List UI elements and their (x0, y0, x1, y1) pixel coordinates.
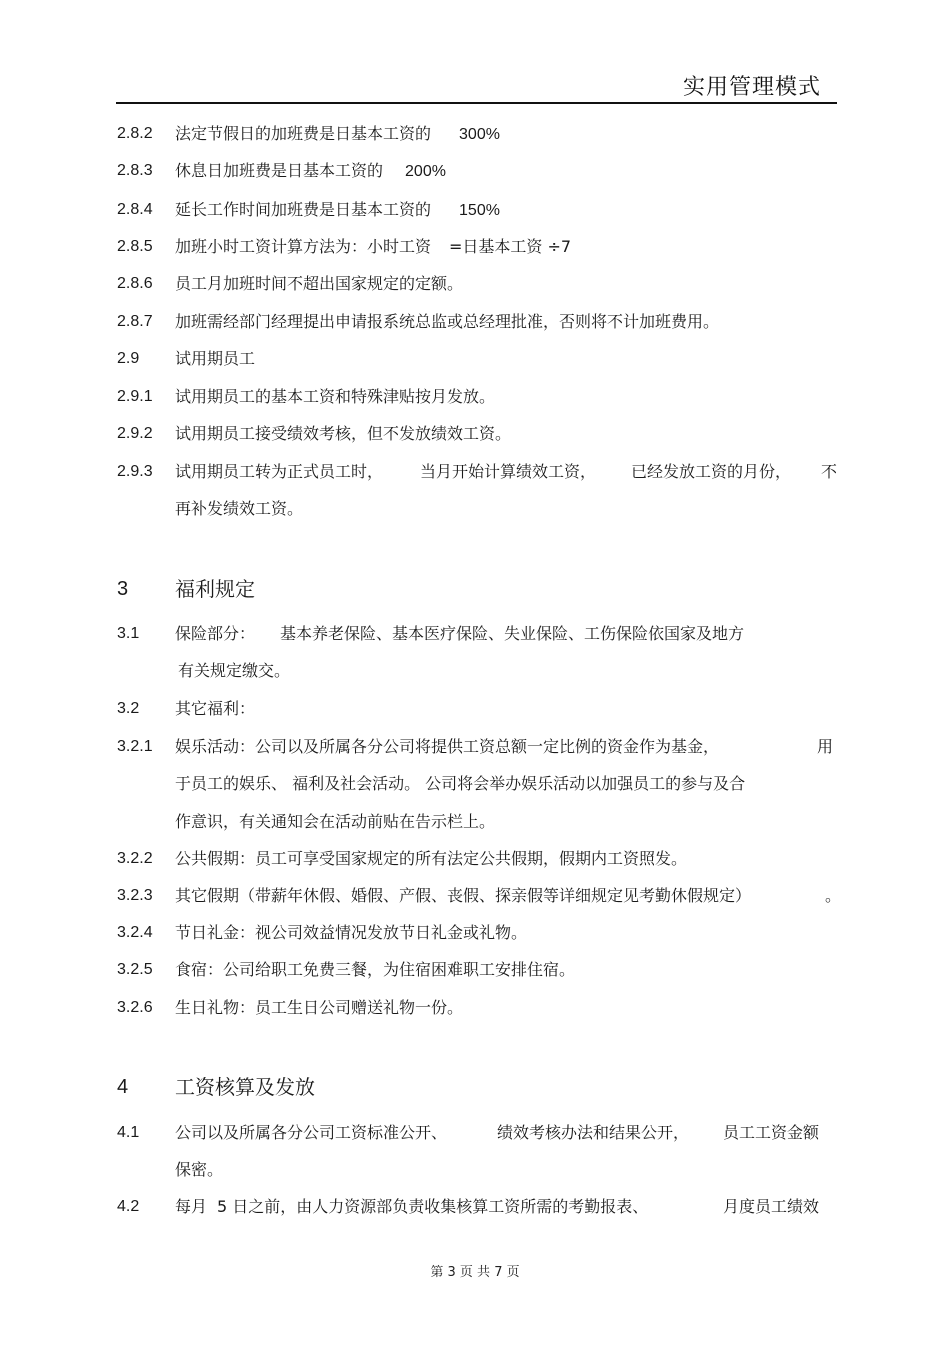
clause-2-9-3-continued: 再补发绩效工资。 (175, 499, 304, 518)
page-footer: 第 3 页 共 7 页 (430, 1265, 520, 1280)
clause-3-2-1-continued: 于员工的娱乐、 福利及社会活动。 公司将会举办娱乐活动以加强员工的参与及合 (175, 774, 746, 793)
clause-3-2-1-continued-2: 作意识，有关通知会在活动前贴在告示栏上。 (175, 812, 496, 831)
page-header (116, 68, 837, 104)
header-title: 实用管理模式 (682, 75, 821, 100)
clause-4-1-continued: 保密。 (175, 1160, 224, 1179)
clause-3-1-continued: 有关规定缴交。 (178, 661, 291, 680)
